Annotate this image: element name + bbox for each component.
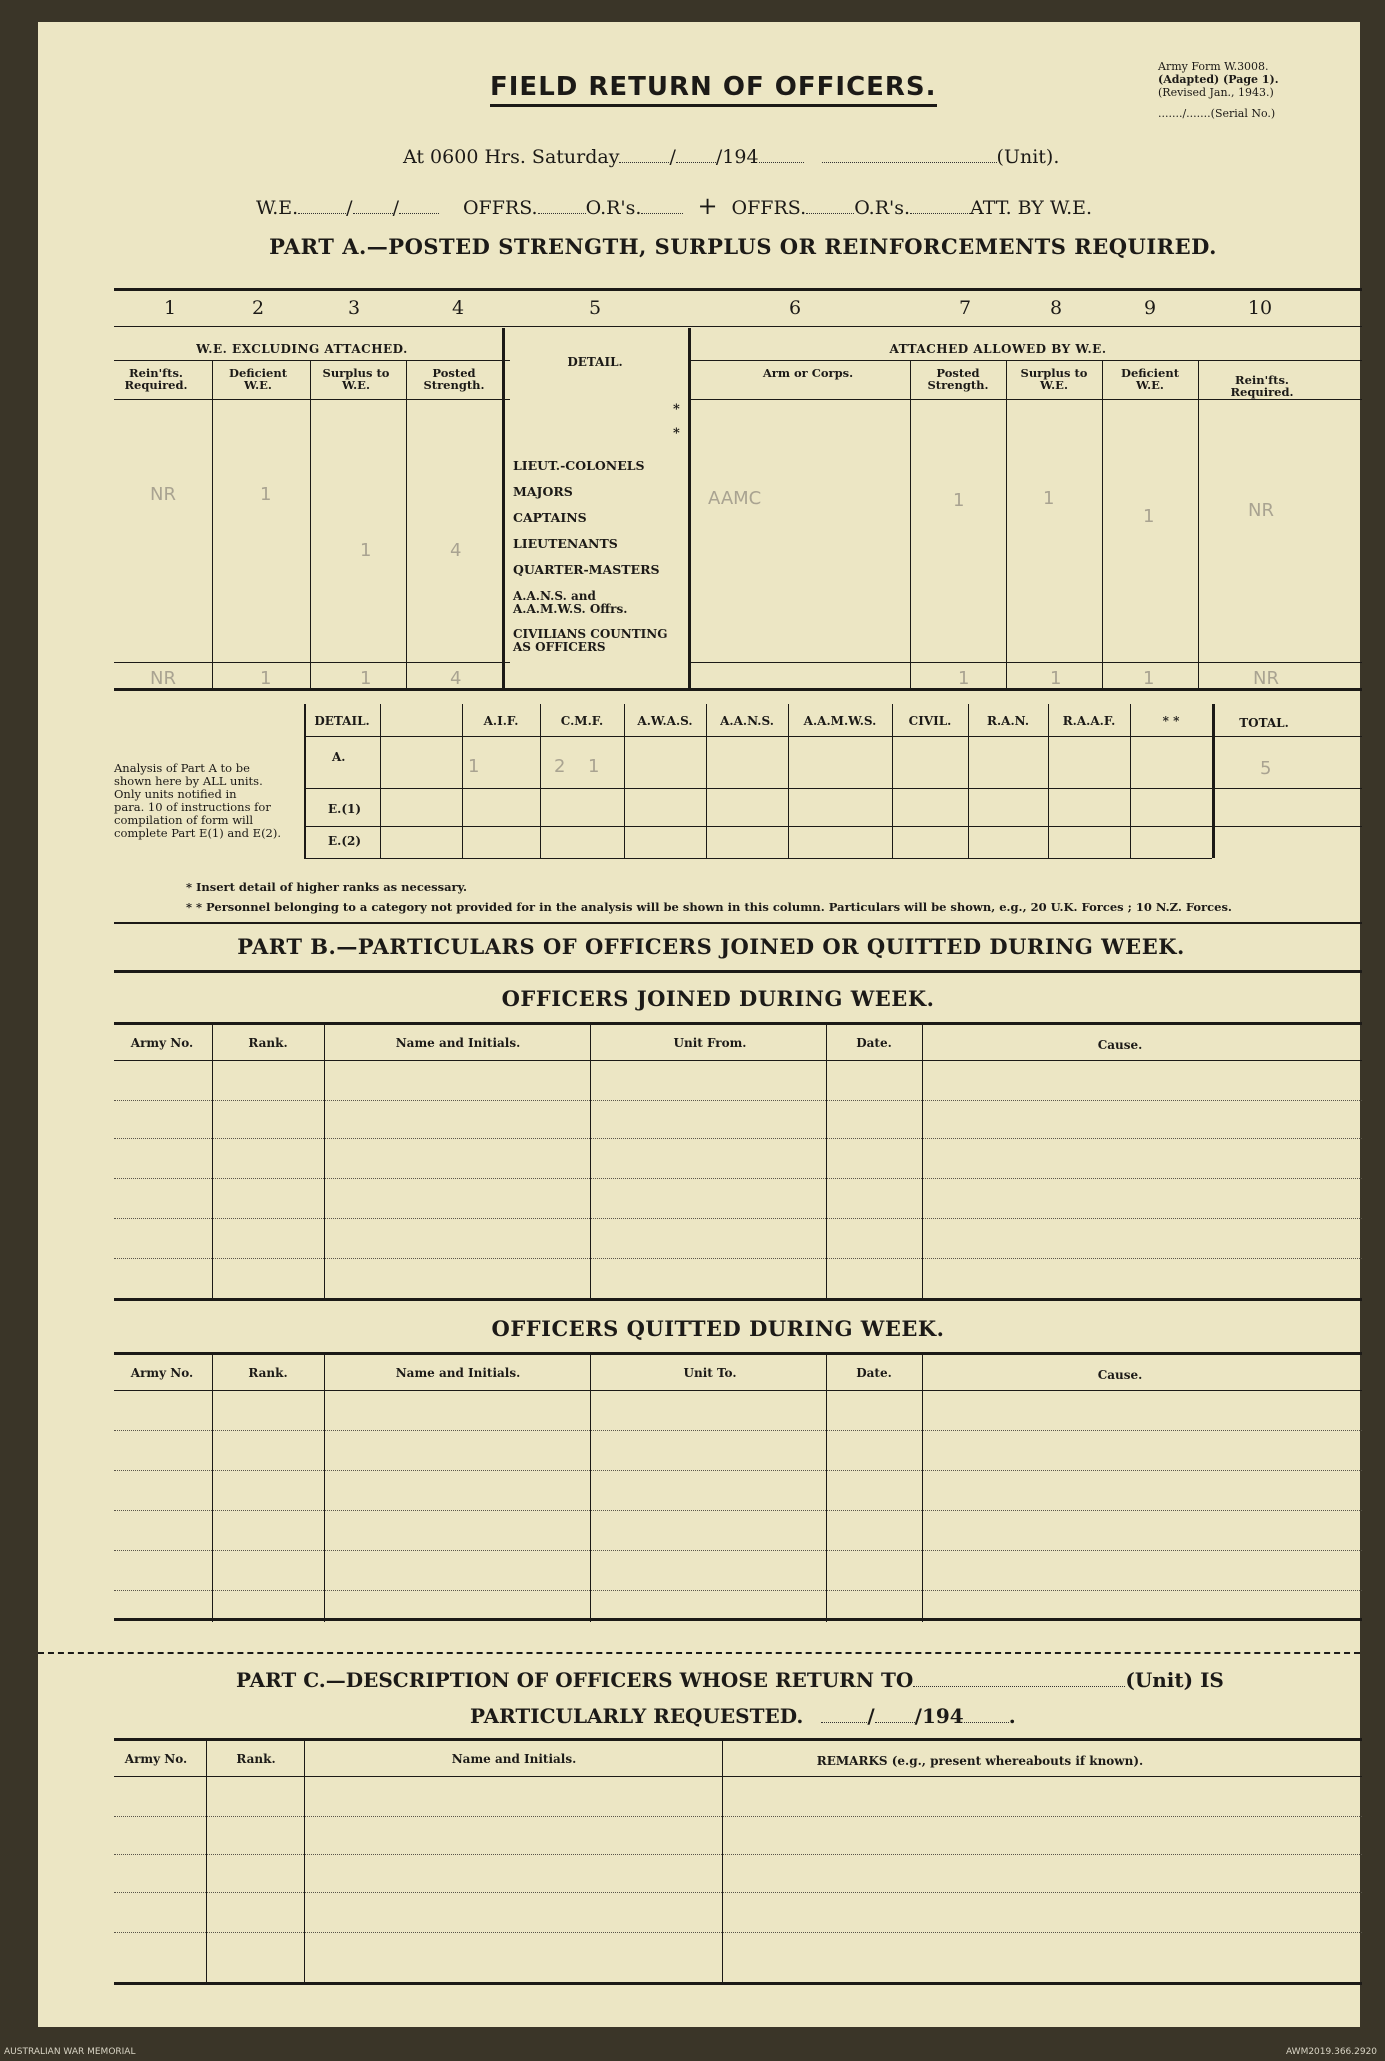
analysis-header-cmf: C.M.F. [560, 714, 604, 728]
quitted-rank-header: Rank. [248, 1366, 288, 1380]
rank-lieutenants: LIEUTENANTS [513, 536, 618, 551]
part-c-slash: / [867, 1704, 875, 1728]
part-c-vline [304, 1738, 305, 1984]
col-num-4: 4 [451, 297, 465, 319]
joined-header-rule [114, 1060, 1362, 1061]
analysis-row-e1: E.(1) [328, 802, 362, 816]
detail-heading: DETAIL. [567, 355, 623, 369]
part-c-row-line [114, 1892, 1362, 1893]
offrs-label-2: OFFRS. [731, 197, 807, 219]
footnote-rule [114, 922, 1362, 924]
part-c-vline [722, 1738, 723, 1984]
joined-row-line [114, 1100, 1362, 1101]
footnote-1: * Insert detail of higher ranks as necessary. [186, 880, 467, 894]
quitted-row-line [114, 1550, 1362, 1551]
unit-label: (Unit). [996, 146, 1060, 168]
footer-right: AWM2019.366.2920 [1286, 2047, 1378, 2057]
joined-row-line [114, 1178, 1362, 1179]
hand-nr-2: NR [1248, 500, 1274, 521]
joined-top-rule [114, 1022, 1362, 1025]
part-a-vline [1006, 360, 1007, 688]
date-line [403, 146, 1059, 168]
part-c-row-line [114, 1816, 1362, 1817]
ors-label-2: O.R's. [854, 197, 911, 219]
hand-1: 1 [1143, 506, 1155, 527]
part-c-bottom-rule [114, 1982, 1362, 1985]
quitted-top-rule [114, 1352, 1362, 1355]
part-a-num-rule [114, 326, 1362, 327]
analysis-rule [304, 826, 1362, 827]
left-total-rule [114, 662, 510, 663]
rank-captains: CAPTAINS [513, 510, 587, 525]
joined-unit-from-header: Unit From. [673, 1036, 747, 1050]
part-c-header-rule [114, 1776, 1362, 1777]
quitted-vline [922, 1352, 923, 1622]
part-c-unit-field[interactable] [913, 1686, 1125, 1687]
part-c-top-rule [114, 1738, 1362, 1741]
hand-2: 2 [554, 756, 566, 777]
quitted-vline [212, 1352, 213, 1622]
col-num-3: 3 [347, 297, 361, 319]
we-excluding-heading: W.E. EXCLUDING ATTACHED. [196, 342, 408, 356]
quitted-bottom-rule [114, 1618, 1362, 1621]
date-year-field[interactable] [759, 162, 804, 163]
analysis-rule [304, 788, 1362, 789]
right-total-rule [690, 662, 1362, 663]
right-subhead-rule [690, 399, 1362, 400]
hand-aamc: AAMC [708, 488, 762, 509]
joined-row-line [114, 1138, 1362, 1139]
quitted-army-no-header: Army No. [130, 1366, 194, 1380]
part-c-heading: PART C.—DESCRIPTION OF OFFICERS WHOSE RETURN TO [236, 1668, 914, 1692]
hand-nr-4: NR [1253, 668, 1279, 689]
hand-nr-3: NR [150, 668, 176, 689]
part-a-vline [212, 360, 213, 688]
right-group-rule [690, 360, 1362, 361]
analysis-header-ran: R.A.N. [986, 714, 1030, 728]
col-num-5: 5 [588, 297, 602, 319]
analysis-vline [968, 704, 969, 858]
serial-no: ......./.......(Serial No.) [1158, 107, 1276, 120]
quitted-row-line [114, 1590, 1362, 1591]
star-marker-2: * [673, 426, 680, 441]
part-a-vline [910, 360, 911, 688]
we-line [256, 192, 1092, 220]
part-a-vline [310, 360, 311, 688]
offrs-label-1: OFFRS. [462, 197, 538, 219]
part-c-rank-header: Rank. [236, 1752, 276, 1766]
form-paper [38, 22, 1360, 2027]
rank-aans-aamws: A.A.N.S. and A.A.M.W.S. Offrs. [513, 589, 628, 616]
quitted-row-line [114, 1510, 1362, 1511]
joined-vline [212, 1022, 213, 1298]
col-num-10: 10 [1247, 297, 1273, 319]
posted-strength-right: Posted Strength. [927, 366, 989, 392]
part-a-title: PART A.—POSTED STRENGTH, SURPLUS OR REINFORCEMENTS REQUIRED. [269, 234, 1217, 259]
hand-1: 1 [360, 668, 372, 689]
analysis-vline [540, 704, 541, 858]
quitted-name-header: Name and Initials. [395, 1366, 521, 1380]
analysis-rule [304, 736, 1362, 737]
form-title: FIELD RETURN OF OFFICERS. [490, 72, 937, 107]
quitted-title: OFFICERS QUITTED DURING WEEK. [491, 1316, 945, 1341]
joined-title: OFFICERS JOINED DURING WEEK. [501, 986, 935, 1011]
part-b-rule [114, 970, 1362, 973]
analysis-vline [624, 704, 625, 858]
part-a-vline [406, 360, 407, 688]
hand-1: 1 [1043, 488, 1055, 509]
hand-1: 1 [260, 484, 272, 505]
analysis-vline [892, 704, 893, 858]
deficient-we-left: Deficient W.E. [228, 366, 288, 392]
part-c-month-field[interactable] [875, 1722, 915, 1723]
joined-army-no-header: Army No. [130, 1036, 194, 1050]
joined-cause-header: Cause. [1097, 1038, 1143, 1052]
ors-field-2[interactable] [910, 213, 970, 214]
hand-4: 4 [450, 540, 462, 561]
arm-or-corps: Arm or Corps. [762, 366, 854, 380]
joined-vline [590, 1022, 591, 1298]
footer-left: AUSTRALIAN WAR MEMORIAL [4, 2047, 136, 2057]
hand-1: 1 [260, 668, 272, 689]
quitted-unit-to-header: Unit To. [683, 1366, 737, 1380]
part-c-remarks-header: REMARKS (e.g., present whereabouts if known). [816, 1754, 1144, 1768]
perforation-line [38, 1652, 1360, 1654]
analysis-row-a: A. [332, 750, 346, 764]
rank-lieut-colonels: LIEUT.-COLONELS [513, 458, 645, 473]
deficient-we-right: Deficient W.E. [1120, 366, 1180, 392]
posted-strength-left: Posted Strength. [423, 366, 485, 392]
date-month-field[interactable] [676, 162, 716, 163]
hand-1: 1 [1143, 668, 1155, 689]
col-num-7: 7 [958, 297, 972, 319]
col-num-2: 2 [251, 297, 265, 319]
analysis-header-aif: A.I.F. [483, 714, 519, 728]
quitted-cause-header: Cause. [1097, 1368, 1143, 1382]
part-c-year-field[interactable] [964, 1722, 1009, 1723]
form-ref-line3: (Revised Jan., 1943.) [1158, 86, 1274, 99]
date-day-field[interactable] [619, 162, 669, 163]
analysis-vline [788, 704, 789, 858]
we-slash-1: / [346, 197, 353, 219]
star-marker-1: * [673, 402, 680, 417]
analysis-vline [462, 704, 463, 858]
part-c-year: /194 [914, 1704, 964, 1728]
joined-row-line [114, 1258, 1362, 1259]
part-a-bottom-rule [114, 688, 1362, 691]
hand-1: 1 [360, 540, 372, 561]
joined-vline [324, 1022, 325, 1298]
analysis-header-awas: A.W.A.S. [637, 714, 693, 728]
joined-vline [826, 1022, 827, 1298]
quitted-header-rule [114, 1390, 1362, 1391]
joined-date-header: Date. [856, 1036, 892, 1050]
analysis-rule [304, 858, 1212, 859]
part-a-vline [1198, 360, 1199, 688]
analysis-vline [1130, 704, 1131, 858]
date-slash: / [669, 146, 676, 168]
part-c-line-1 [236, 1668, 1224, 1692]
att-by-we-label: ATT. BY W.E. [970, 197, 1093, 219]
quitted-vline [324, 1352, 325, 1622]
rank-majors: MAJORS [513, 484, 573, 499]
hand-1: 1 [588, 756, 600, 777]
analysis-vline [380, 704, 381, 858]
surplus-to-we-left: Surplus to W.E. [322, 366, 390, 392]
footnote-2: * * Personnel belonging to a category not provided for in the analysis will be shown in this column. Particulars will be shown, e.g., 20 U.K. Forces ; 10 N.Z. Forces. [186, 900, 1232, 914]
date-prefix: At 0600 Hrs. Saturday [403, 146, 620, 168]
unit-field[interactable] [822, 162, 997, 163]
hand-1: 1 [958, 668, 970, 689]
analysis-note: Analysis of Part A to be shown here by ALL units. Only units notified in para. 10 of instructions for compilation of form will complete Part E(1) and E(2). [114, 761, 282, 840]
we-slash-2: / [392, 197, 399, 219]
reinforcements-required-left: Rein'fts. Required. [124, 366, 188, 392]
joined-bottom-rule [114, 1298, 1362, 1301]
col-num-9: 9 [1143, 297, 1157, 319]
ors-label-1: O.R's. [585, 197, 642, 219]
part-c-dot: . [1008, 1704, 1016, 1728]
we-field-3[interactable] [399, 213, 439, 214]
analysis-header-other: * * [1162, 714, 1180, 728]
quitted-date-header: Date. [856, 1366, 892, 1380]
hand-4: 4 [450, 668, 462, 689]
analysis-row-e2: E.(2) [328, 834, 362, 848]
reinforcements-required-right: Rein'fts. Required. [1230, 373, 1294, 399]
we-label: W.E. [256, 197, 299, 219]
offrs-field-2[interactable] [806, 213, 854, 214]
ors-field-1[interactable] [641, 213, 683, 214]
analysis-vline [706, 704, 707, 858]
form-reference [1158, 60, 1279, 120]
form-ref-line2: (Adapted) (Page 1). [1158, 73, 1279, 86]
analysis-header-civil: CIVIL. [908, 714, 952, 728]
part-b-title: PART B.—PARTICULARS OF OFFICERS JOINED OR QUITTED DURING WEEK. [237, 934, 1185, 959]
part-c-row-line [114, 1854, 1362, 1855]
part-c-unit-label: (Unit) IS [1125, 1668, 1224, 1692]
rank-quarter-masters: QUARTER-MASTERS [513, 562, 660, 577]
attached-allowed-heading: ATTACHED ALLOWED BY W.E. [889, 342, 1107, 356]
col-num-6: 6 [788, 297, 802, 319]
part-c-name-header: Name and Initials. [451, 1752, 577, 1766]
left-group-rule [114, 360, 510, 361]
we-field-2[interactable] [353, 213, 393, 214]
hand-1: 1 [1050, 668, 1062, 689]
part-c-particularly: PARTICULARLY REQUESTED. [470, 1704, 804, 1728]
analysis-header-raaf: R.A.A.F. [1062, 714, 1116, 728]
part-c-vline [206, 1738, 207, 1984]
part-a-vline [502, 328, 505, 688]
offrs-field-1[interactable] [538, 213, 586, 214]
joined-rank-header: Rank. [248, 1036, 288, 1050]
hand-nr-1: NR [150, 484, 176, 505]
part-c-day-field[interactable] [821, 1722, 867, 1723]
analysis-header-aans: A.A.N.S. [720, 714, 774, 728]
quitted-row-line [114, 1430, 1362, 1431]
date-year: /194 [715, 146, 759, 168]
form-ref-line1: Army Form W.3008. [1158, 60, 1269, 73]
col-num-8: 8 [1049, 297, 1063, 319]
part-a-vline [688, 328, 691, 688]
left-subhead-rule [114, 399, 510, 400]
hand-1: 1 [468, 756, 480, 777]
analysis-header-detail: DETAIL. [314, 714, 370, 728]
col-num-1: 1 [163, 297, 177, 319]
part-c-line-2 [470, 1704, 1016, 1728]
hand-1: 1 [953, 490, 965, 511]
analysis-vline [304, 704, 306, 858]
hand-5: 5 [1260, 758, 1272, 779]
quitted-vline [826, 1352, 827, 1622]
rank-civilians: CIVILIANS COUNTING AS OFFICERS [513, 627, 668, 654]
quitted-vline [590, 1352, 591, 1622]
quitted-row-line [114, 1470, 1362, 1471]
analysis-header-aamws: A.A.M.W.S. [803, 714, 877, 728]
analysis-header-total: TOTAL. [1239, 716, 1289, 730]
part-a-top-rule [114, 288, 1362, 291]
we-field-1[interactable] [298, 213, 346, 214]
part-c-army-no-header: Army No. [124, 1752, 188, 1766]
joined-vline [922, 1022, 923, 1298]
joined-row-line [114, 1218, 1362, 1219]
part-c-row-line [114, 1932, 1362, 1933]
joined-name-header: Name and Initials. [395, 1036, 521, 1050]
analysis-vline [1212, 704, 1215, 858]
surplus-to-we-right: Surplus to W.E. [1020, 366, 1088, 392]
plus-sign: + [697, 192, 718, 220]
part-a-vline [1102, 360, 1103, 688]
analysis-vline [1048, 704, 1049, 858]
